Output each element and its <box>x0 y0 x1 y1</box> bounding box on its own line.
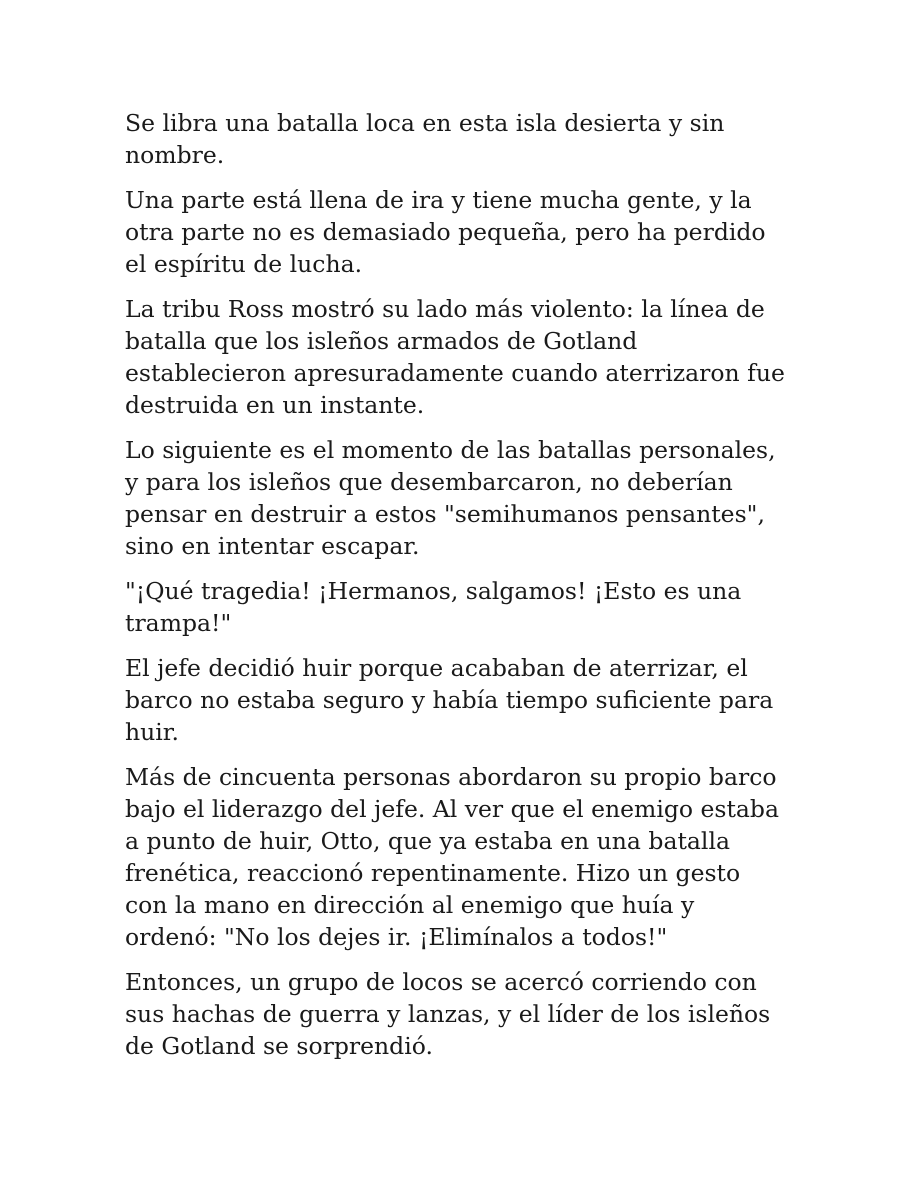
paragraph: Una parte está llena de ira y tiene mucha gente, y la otra parte no es demasiado pequeña, pero ha perdido el espíritu de lucha. <box>125 186 766 278</box>
paragraph: El jefe decidió huir porque acababan de aterrizar, el barco no estaba seguro y había tiempo suficiente para huir. <box>125 654 774 746</box>
paragraph: Se libra una batalla loca en esta isla desierta y sin nombre. <box>125 109 725 169</box>
document-page <box>125 107 785 1075</box>
paragraph: La tribu Ross mostró su lado más violento: la línea de batalla que los isleños armados de Gotland establecieron apresuradamente cuando aterrizaron fue destruida en un instante. <box>125 295 785 419</box>
paragraph: Lo siguiente es el momento de las batallas personales, y para los isleños que desembarcaron, no deberían pensar en destruir a estos "semihumanos pensantes", sino en intentar escapar. <box>125 436 776 560</box>
dialogue-paragraph: "¡Qué tragedia! ¡Hermanos, salgamos! ¡Esto es una trampa!" <box>125 577 742 637</box>
paragraph: Entonces, un grupo de locos se acercó corriendo con sus hachas de guerra y lanzas, y el líder de los isleños de Gotland se sorprendió. <box>125 968 771 1060</box>
paragraph: Más de cincuenta personas abordaron su propio barco bajo el liderazgo del jefe. Al ver que el enemigo estaba a punto de huir, Otto, que ya estaba en una batalla frenética, reaccionó repentinamente. Hizo un gesto con la mano en dirección al enemigo que huía y ordenó: "No los dejes ir. ¡Elimínalos a todos!" <box>125 763 779 951</box>
